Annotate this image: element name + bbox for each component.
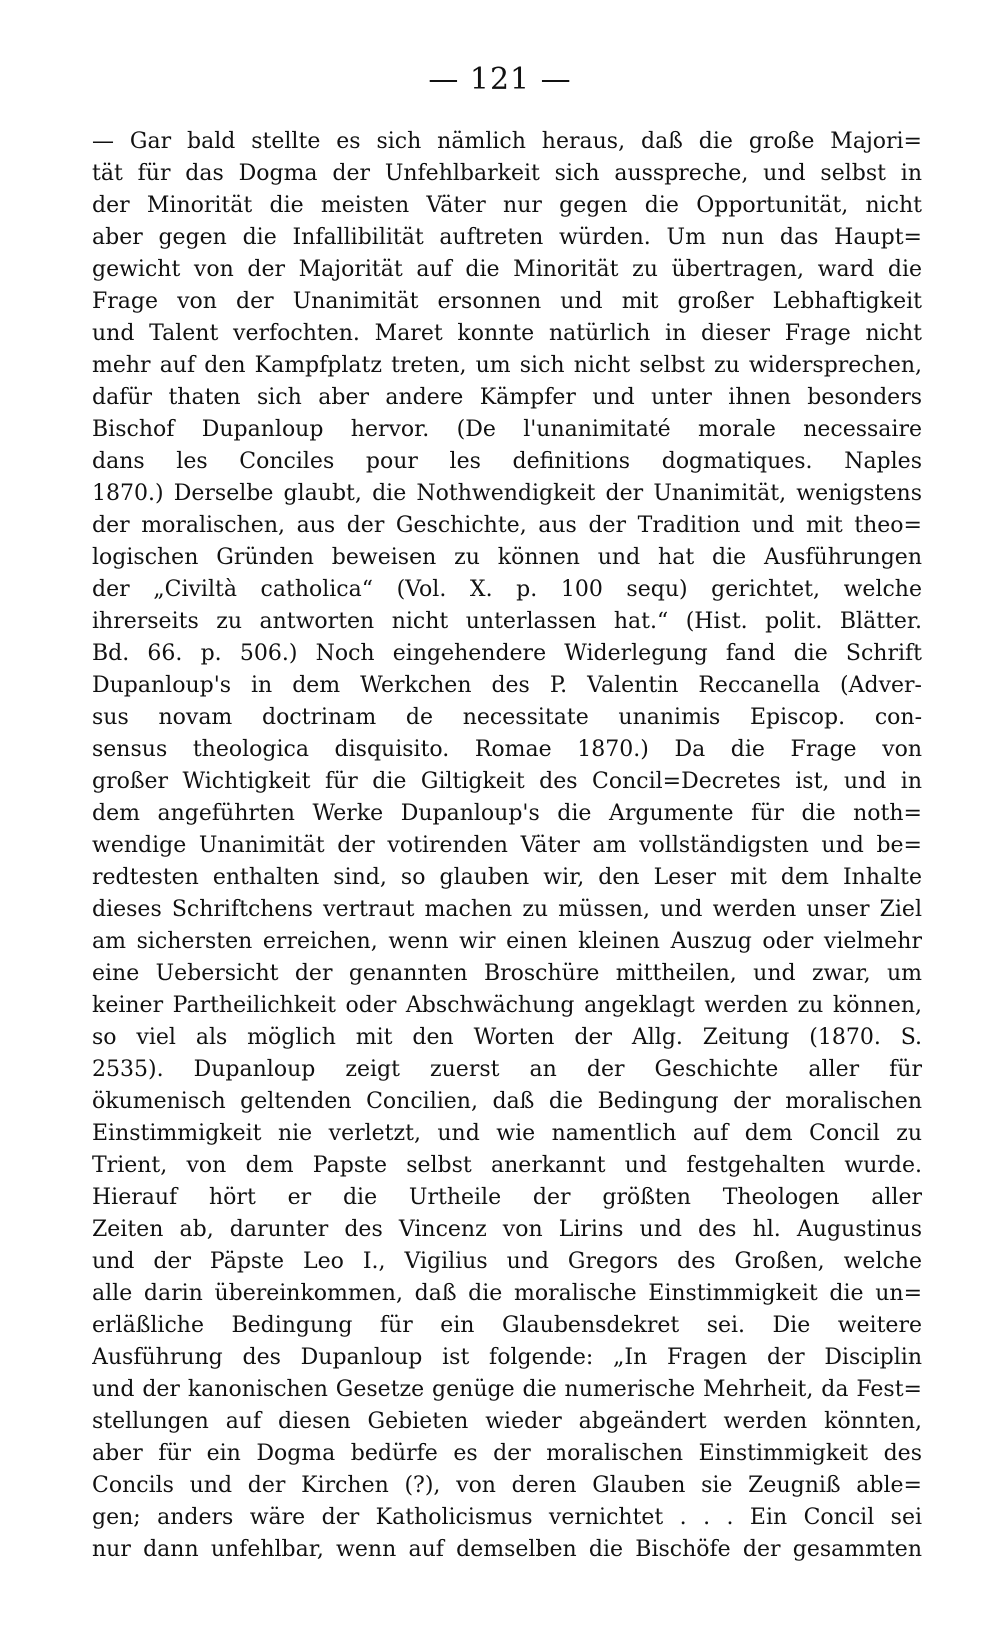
text-line: alle darin übereinkommen, daß die moralische Einstimmigkeit die un= xyxy=(92,1281,922,1306)
body-text xyxy=(92,126,922,1566)
text-line: Ausführung des Dupanloup ist folgende: „In Fragen der Disciplin xyxy=(92,1345,922,1370)
text-line: nur dann unfehlbar, wenn auf demselben die Bischöfe der gesammten xyxy=(92,1537,922,1562)
text-line: der Minorität die meisten Väter nur gegen die Opportunität, nicht xyxy=(92,193,922,218)
text-line: sensus theologica disquisito. Romae 1870.) Da die Frage von xyxy=(92,737,922,762)
text-line: stellungen auf diesen Gebieten wieder abgeändert werden könnten, xyxy=(92,1409,922,1434)
text-line: der „Civiltà catholica“ (Vol. X. p. 100 sequ) gerichtet, welche xyxy=(92,577,922,602)
text-line: tät für das Dogma der Unfehlbarkeit sich ausspreche, und selbst in xyxy=(92,161,922,186)
page-number: — 121 — xyxy=(428,62,572,97)
text-line: großer Wichtigkeit für die Giltigkeit des Concil=Decretes ist, und in xyxy=(92,769,922,794)
text-line: dans les Conciles pour les definitions dogmatiques. Naples xyxy=(92,449,922,474)
text-line: ökumenisch geltenden Concilien, daß die Bedingung der moralischen xyxy=(92,1089,922,1114)
text-line: erläßliche Bedingung für ein Glaubensdekret sei. Die weitere xyxy=(92,1313,922,1338)
text-line: eine Uebersicht der genannten Broschüre mittheilen, und zwar, um xyxy=(92,961,922,986)
text-line: dieses Schriftchens vertraut machen zu müssen, und werden unser Ziel xyxy=(92,897,922,922)
text-line: Einstimmigkeit nie verletzt, und wie namentlich auf dem Concil zu xyxy=(92,1121,922,1146)
text-line: und Talent verfochten. Maret konnte natürlich in dieser Frage nicht xyxy=(92,321,922,346)
text-line: aber gegen die Infallibilität auftreten würden. Um nun das Haupt= xyxy=(92,225,922,250)
text-line: Hierauf hört er die Urtheile der größten Theologen aller xyxy=(92,1185,922,1210)
text-line: so viel als möglich mit den Worten der Allg. Zeitung (1870. S. xyxy=(92,1025,922,1050)
text-line: dem angeführten Werke Dupanloup's die Argumente für die noth= xyxy=(92,801,922,826)
text-line: Dupanloup's in dem Werkchen des P. Valentin Reccanella (Adver- xyxy=(92,673,922,698)
text-line: Bischof Dupanloup hervor. (De l'unanimitaté morale necessaire xyxy=(92,417,922,442)
text-line: mehr auf den Kampfplatz treten, um sich nicht selbst zu widersprechen, xyxy=(92,353,922,378)
text-line: Frage von der Unanimität ersonnen und mit großer Lebhaftigkeit xyxy=(92,289,922,314)
text-line: und der Päpste Leo I., Vigilius und Gregors des Großen, welche xyxy=(92,1249,922,1274)
text-line: Bd. 66. p. 506.) Noch eingehendere Widerlegung fand die Schrift xyxy=(92,641,922,666)
text-line: ihrerseits zu antworten nicht unterlassen hat.“ (Hist. polit. Blätter. xyxy=(92,609,922,634)
text-line: gen; anders wäre der Katholicismus vernichtet . . . Ein Concil sei xyxy=(92,1505,922,1530)
text-line: keiner Partheilichkeit oder Abschwächung angeklagt werden zu können, xyxy=(92,993,922,1018)
text-line: und der kanonischen Gesetze genüge die numerische Mehrheit, da Fest= xyxy=(92,1377,922,1402)
text-line: dafür thaten sich aber andere Kämpfer und unter ihnen besonders xyxy=(92,385,922,410)
text-line: 2535). Dupanloup zeigt zuerst an der Geschichte aller für xyxy=(92,1057,922,1082)
text-line: Concils und der Kirchen (?), von deren Glauben sie Zeugniß able= xyxy=(92,1473,922,1498)
text-line: — Gar bald stellte es sich nämlich heraus, daß die große Majori= xyxy=(92,129,922,154)
text-line: redtesten enthalten sind, so glauben wir, den Leser mit dem Inhalte xyxy=(92,865,922,890)
text-line: der moralischen, aus der Geschichte, aus der Tradition und mit theo= xyxy=(92,513,922,538)
text-line: 1870.) Derselbe glaubt, die Nothwendigkeit der Unanimität, wenigstens xyxy=(92,481,922,506)
text-line: sus novam doctrinam de necessitate unanimis Episcop. con- xyxy=(92,705,922,730)
text-line: gewicht von der Majorität auf die Minorität zu übertragen, ward die xyxy=(92,257,922,282)
text-line: aber für ein Dogma bedürfe es der moralischen Einstimmigkeit des xyxy=(92,1441,922,1466)
text-line: Zeiten ab, darunter des Vincenz von Lirins und des hl. Augustinus xyxy=(92,1217,922,1242)
text-line: logischen Gründen beweisen zu können und hat die Ausführungen xyxy=(92,545,922,570)
text-line: wendige Unanimität der votirenden Väter am vollständigsten und be= xyxy=(92,833,922,858)
text-line: Trient, von dem Papste selbst anerkannt und festgehalten wurde. xyxy=(92,1153,922,1178)
text-line: am sichersten erreichen, wenn wir einen kleinen Auszug oder vielmehr xyxy=(92,929,922,954)
